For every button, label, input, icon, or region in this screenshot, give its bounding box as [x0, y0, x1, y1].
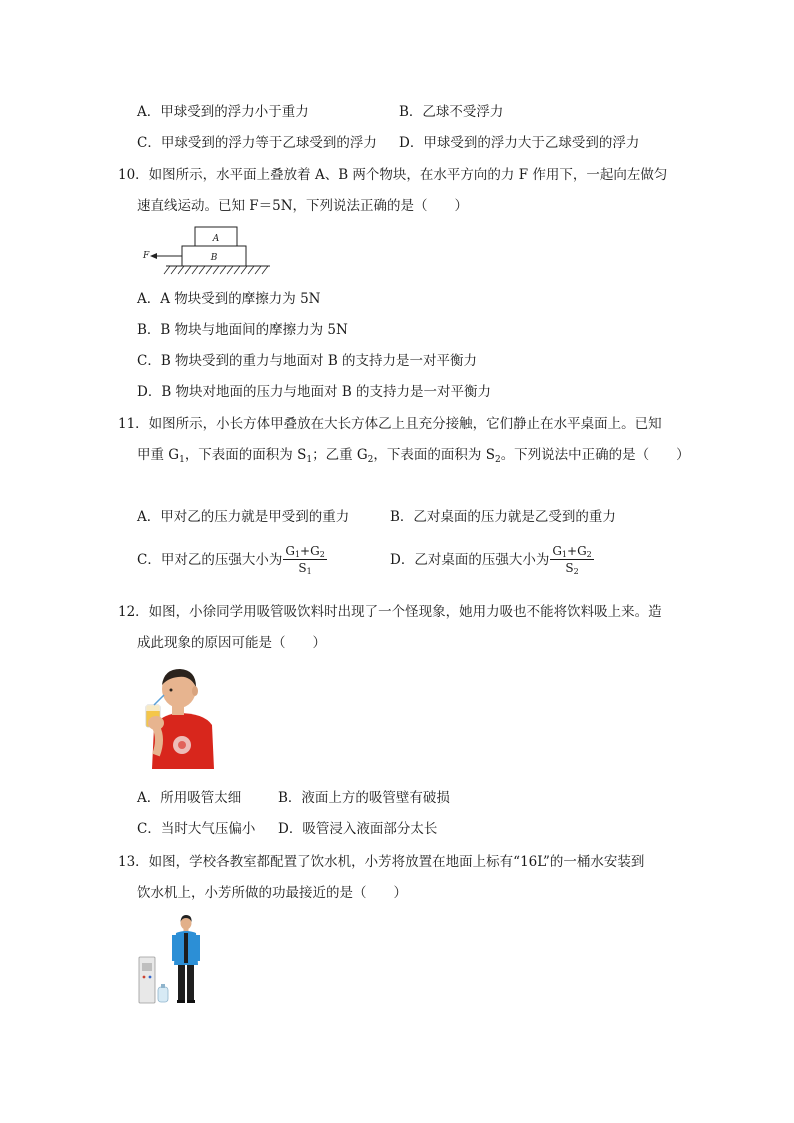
- q11-option-d-fraction: [550, 544, 593, 576]
- fraction-numerator: $G_1+G_2$: [285, 544, 325, 559]
- q10-option-a[interactable]: A．A 物块受到的摩擦力为 5N: [137, 291, 321, 307]
- q9-options-row-1: [137, 102, 503, 122]
- fraction-denominator: $S_1$: [298, 561, 312, 576]
- q12-options-row-2: [137, 819, 437, 839]
- q11-g2-subscript: 2: [367, 455, 374, 465]
- boy-drinking-photo: [138, 665, 218, 769]
- q11-option-d[interactable]: [390, 544, 594, 576]
- q11-stem-line-1: 11．如图所示，小长方体甲叠放在大长方体乙上且充分接触，它们静止在水平桌面上。已知: [118, 416, 662, 432]
- q11-stem-text-3: ；乙重 G: [312, 447, 368, 463]
- q11-stem-text-4: ，下表面的面积为 S: [373, 447, 495, 463]
- q12-option-d[interactable]: D．吸管浸入液面部分太长: [278, 821, 438, 837]
- q9-options-row-2: [137, 133, 639, 153]
- q11-s1-subscript: 1: [306, 455, 313, 465]
- q11-options-row-1: [137, 507, 616, 527]
- q11-stem-text-2: ，下表面的面积为 S: [184, 447, 307, 463]
- force-label: F: [143, 251, 150, 261]
- fraction-denominator: $S_2$: [565, 561, 579, 576]
- q11-option-a[interactable]: A．甲对乙的压力就是甲受到的重力: [137, 509, 350, 525]
- block-a-label: A: [212, 234, 220, 244]
- fraction-numerator: $G_1+G_2$: [552, 544, 592, 559]
- q9-option-a[interactable]: A．甲球受到的浮力小于重力: [137, 104, 309, 120]
- q11-option-b[interactable]: B．乙对桌面的压力就是乙受到的重力: [390, 509, 616, 525]
- q9-option-c[interactable]: C．甲球受到的浮力等于乙球受到的浮力: [137, 135, 377, 151]
- q11-option-c-text: C．甲对乙的压强大小为: [137, 552, 283, 568]
- q10-option-d[interactable]: D．B 物块对地面的压力与地面对 B 的支持力是一对平衡力: [137, 384, 492, 400]
- block-b-label: B: [210, 253, 218, 263]
- q11-s2-subscript: 2: [494, 455, 501, 465]
- q12-option-a[interactable]: A．所用吸管太细: [137, 790, 242, 806]
- q11-stem-line-2: [137, 445, 690, 465]
- q12-stem-line-2: 成此现象的原因可能是（ ）: [137, 635, 326, 651]
- q10-stem-line-1: 10．如图所示，水平面上叠放着 A、B 两个物块，在水平方向的力 F 作用下，一起向左做匀: [118, 167, 668, 183]
- q11-g1-subscript: 1: [179, 455, 185, 465]
- q10-option-c[interactable]: C．B 物块受到的重力与地面对 B 的支持力是一对平衡力: [137, 353, 478, 369]
- q11-options-row-2: [137, 544, 594, 576]
- force-arrow-head: [150, 253, 157, 259]
- q12-option-b[interactable]: B．液面上方的吸管壁有破损: [278, 790, 450, 806]
- q10-stem-line-2: 速直线运动。已知 F＝5N，下列说法正确的是（ ）: [137, 198, 469, 214]
- q11-option-c[interactable]: [137, 544, 390, 576]
- q9-option-d[interactable]: D．甲球受到的浮力大于乙球受到的浮力: [399, 135, 640, 151]
- q12-option-c[interactable]: C．当时大气压偏小: [137, 821, 256, 837]
- q13-stem-line-1: 13．如图，学校各教室都配置了饮水机，小芳将放置在地面上标有“16L”的一桶水安装到: [118, 854, 645, 870]
- q12-stem-line-1: 12．如图，小徐同学用吸管吸饮料时出现了一个怪现象，她用力吸也不能将饮料吸上来。造: [118, 604, 662, 620]
- water-dispenser-photo: [136, 913, 206, 1005]
- q9-option-b[interactable]: B．乙球不受浮力: [399, 104, 504, 120]
- q11-stem-text-5: 。下列说法中正确的是（ ）: [500, 447, 690, 463]
- q11-stem-text-1: 甲重 G: [137, 447, 180, 463]
- q10-blocks-figure: [134, 222, 274, 278]
- q12-options-row-1: [137, 788, 450, 808]
- q11-option-c-fraction: [283, 544, 326, 576]
- q11-option-d-text: D．乙对桌面的压强大小为: [390, 552, 550, 568]
- ground-hatching: [164, 266, 268, 274]
- q10-option-b[interactable]: B．B 物块与地面间的摩擦力为 5N: [137, 322, 348, 338]
- q13-stem-line-2: 饮水机上，小芳所做的功最接近的是（ ）: [137, 885, 407, 901]
